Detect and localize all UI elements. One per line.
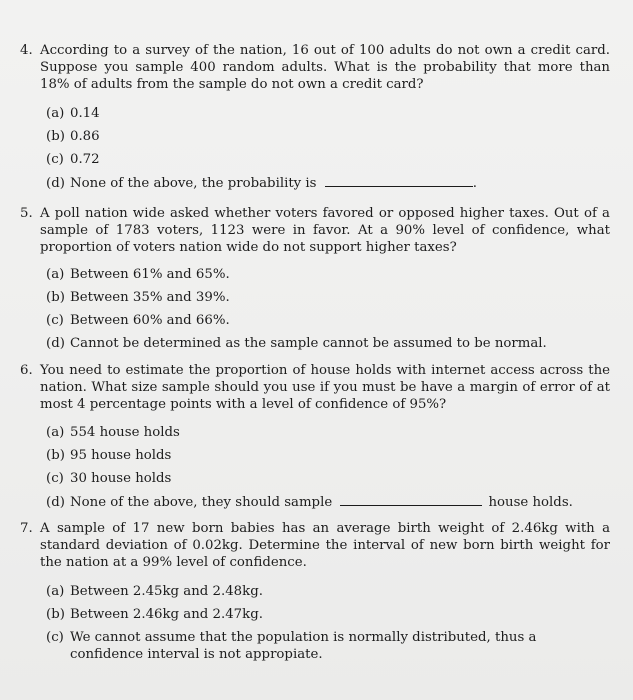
option-letter: (c) [46, 471, 64, 486]
option-d[interactable] [46, 493, 606, 516]
option-letter: (b) [46, 448, 65, 463]
option-text: 0.72 [70, 152, 100, 167]
option-text: Between 35% and 39%. [70, 290, 230, 305]
option-a[interactable] [46, 583, 606, 606]
option-letter: (b) [46, 607, 65, 622]
option-a[interactable] [46, 266, 606, 289]
option-letter: (c) [46, 630, 64, 645]
answer-options [46, 266, 606, 358]
option-letter: (d) [46, 336, 65, 351]
option-text: 30 house holds [70, 471, 172, 486]
option-b[interactable] [46, 606, 606, 629]
option-text: 95 house holds [70, 448, 172, 463]
option-text: Between 61% and 65%. [70, 267, 230, 282]
question-text: According to a survey of the nation, 16 out of 100 adults do not own a credit card. Suppose you sample 400 random adults. What is the probability that more than 18% of adults from the sample do not own a credit card? [40, 43, 610, 92]
option-text: None of the above, the probability is [70, 176, 317, 191]
answer-options [46, 424, 606, 516]
option-c[interactable] [46, 151, 606, 174]
option-letter: (a) [46, 425, 65, 440]
question-number: 4. [20, 43, 33, 58]
option-a[interactable] [46, 424, 606, 447]
option-letter: (c) [46, 313, 64, 328]
option-suffix: house holds. [488, 495, 573, 510]
question-text: You need to estimate the proportion of house holds with internet access across the nation. What size sample should you use if you must be have a margin of error of at most 4 percentage points with a level of confidence of 95%? [40, 363, 610, 412]
option-b[interactable] [46, 447, 606, 470]
option-text: 554 house holds [70, 425, 180, 440]
answer-options [46, 583, 606, 662]
option-text: Cannot be determined as the sample cannot be assumed to be normal. [70, 336, 547, 351]
option-c[interactable] [46, 470, 606, 493]
option-b[interactable] [46, 289, 606, 312]
question-text: A poll nation wide asked whether voters favored or opposed higher taxes. Out of a sample of 1783 voters, 1123 were in favor. At a 90% level of confidence, what proportion of voters nation wide do not support higher taxes? [40, 206, 610, 255]
option-d[interactable] [46, 335, 606, 358]
option-letter: (b) [46, 290, 65, 305]
option-letter: (a) [46, 584, 65, 599]
option-letter: (c) [46, 152, 64, 167]
option-c[interactable] [46, 629, 606, 662]
option-a[interactable] [46, 105, 606, 128]
question-number: 7. [20, 521, 33, 536]
option-letter: (a) [46, 267, 65, 282]
option-letter: (b) [46, 129, 65, 144]
question-number: 5. [20, 206, 33, 221]
option-letter: (a) [46, 106, 65, 121]
option-text: Between 60% and 66%. [70, 313, 230, 328]
question-number: 6. [20, 363, 33, 378]
option-text: 0.14 [70, 106, 100, 121]
option-text: None of the above, they should sample [70, 495, 333, 510]
question-text: A sample of 17 new born babies has an average birth weight of 2.46kg with a standard deviation of 0.02kg. Determine the interval of new born birth weight for the nation at a 99% level of confidence. [40, 521, 610, 570]
answer-blank[interactable] [340, 493, 482, 506]
option-letter: (d) [46, 495, 65, 510]
option-b[interactable] [46, 128, 606, 151]
option-suffix: . [472, 176, 477, 191]
answer-blank[interactable] [325, 174, 473, 187]
option-d[interactable] [46, 174, 606, 197]
option-text: Between 2.46kg and 2.47kg. [70, 607, 263, 622]
option-text: We cannot assume that the population is normally distributed, thus a confidence interval is not appropiate. [70, 630, 537, 662]
answer-options [46, 105, 606, 197]
option-c[interactable] [46, 312, 606, 335]
option-letter: (d) [46, 176, 65, 191]
option-text: Between 2.45kg and 2.48kg. [70, 584, 263, 599]
option-text: 0.86 [70, 129, 100, 144]
